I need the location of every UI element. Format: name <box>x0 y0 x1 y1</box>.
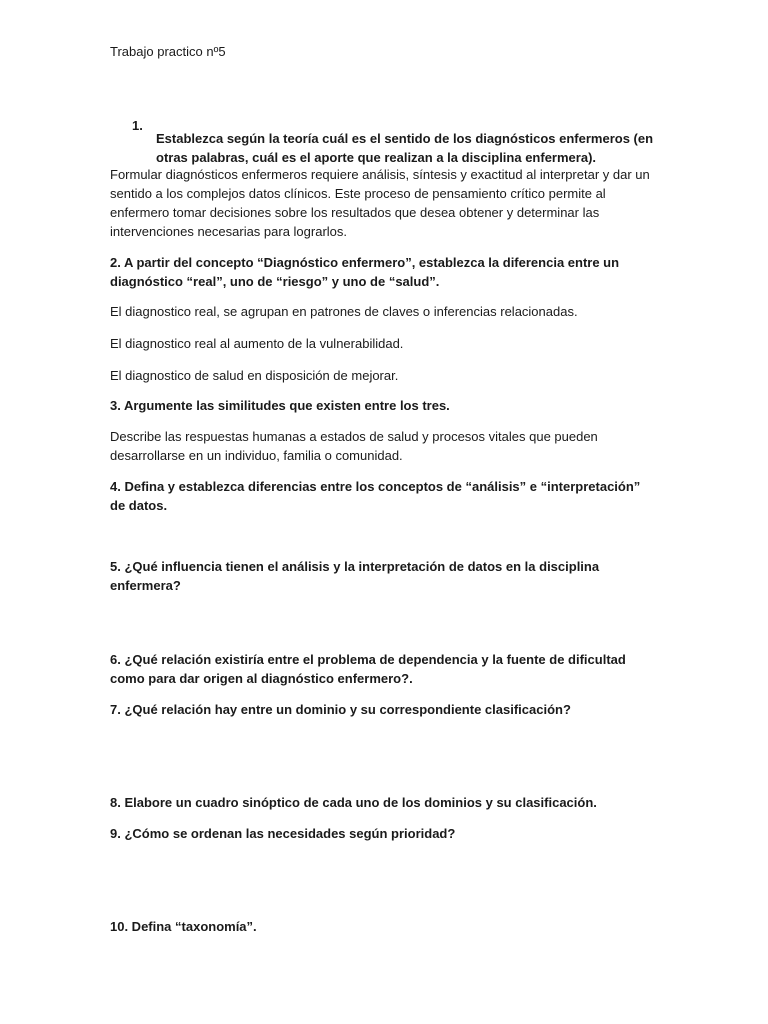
answer-3: Describe las respuestas humanas a estados de salud y procesos vitales que pueden desarrollarse en un individuo, familia o comunidad. <box>110 429 598 463</box>
question-6: 6. ¿Qué relación existiría entre el problema de dependencia y la fuente de dificultad como para dar origen al diagnóstico enfermero?. <box>110 652 626 686</box>
question-1-number: 1. <box>132 118 143 133</box>
question-8: 8. Elabore un cuadro sinóptico de cada uno de los dominios y su clasificación. <box>110 795 597 810</box>
question-10: 10. Defina “taxonomía”. <box>110 919 257 934</box>
answer-2-health: El diagnostico de salud en disposición de mejorar. <box>110 368 399 383</box>
question-4: 4. Defina y establezca diferencias entre los conceptos de “análisis” e “interpretación” de datos. <box>110 479 641 513</box>
question-7: 7. ¿Qué relación hay entre un dominio y su correspondiente clasificación? <box>110 702 571 717</box>
question-3: 3. Argumente las similitudes que existen entre los tres. <box>110 398 450 413</box>
answer-2-risk: El diagnostico real al aumento de la vulnerabilidad. <box>110 336 404 351</box>
question-9: 9. ¿Cómo se ordenan las necesidades según prioridad? <box>110 826 456 841</box>
answer-2-real: El diagnostico real, se agrupan en patrones de claves o inferencias relacionadas. <box>110 304 578 319</box>
question-5: 5. ¿Qué influencia tienen el análisis y la interpretación de datos en la disciplina enfermera? <box>110 559 600 593</box>
question-1: Establezca según la teoría cuál es el sentido de los diagnósticos enfermeros (en otras palabras, cuál es el aporte que realizan a la disciplina enfermera). <box>156 131 654 165</box>
document-header: Trabajo practico nº5 <box>110 44 226 59</box>
answer-1: Formular diagnósticos enfermeros requiere análisis, síntesis y exactitud al interpretar y dar un sentido a los complejos datos clínicos. Este proceso de pensamiento crítico permite al enfermero tomar decisiones sobre los resultados que desea obtener y determinar las intervenciones necesarias para lograrlos. <box>110 167 650 239</box>
question-2: 2. A partir del concepto “Diagnóstico enfermero”, establezca la diferencia entre un diagnóstico “real”, uno de “riesgo” y uno de “salud”. <box>110 255 620 289</box>
